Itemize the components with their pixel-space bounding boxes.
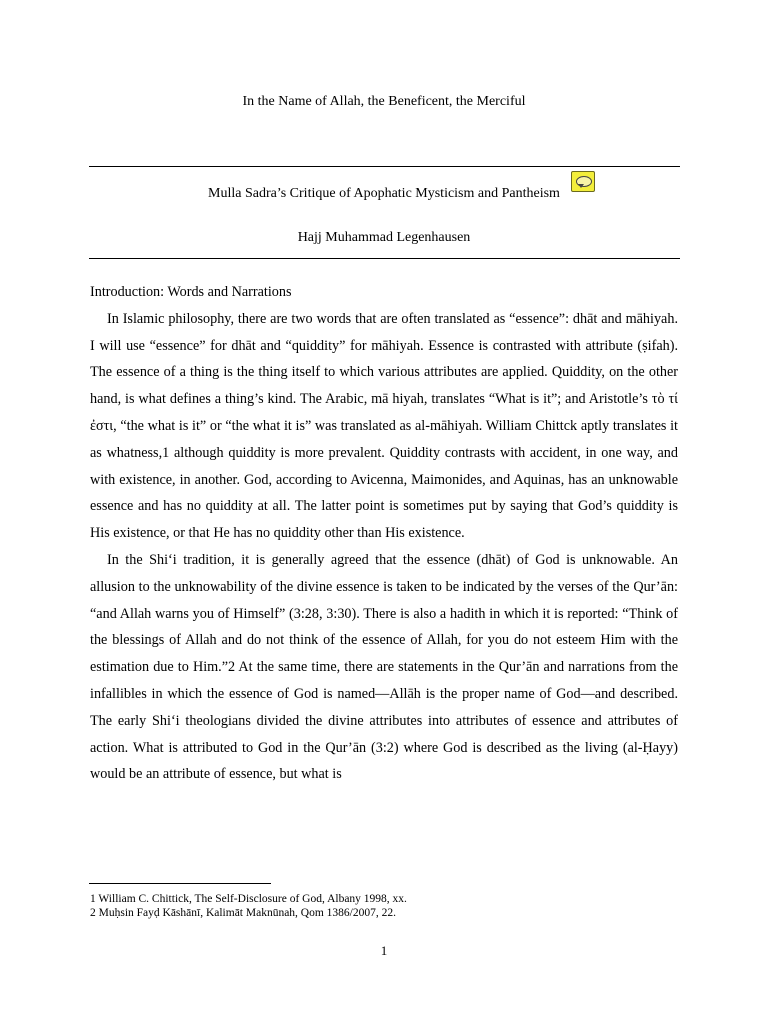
top-rule	[89, 166, 680, 167]
comment-icon[interactable]	[571, 171, 595, 192]
bottom-rule	[89, 258, 680, 259]
paragraph: In Islamic philosophy, there are two words that are often translated as “essence”: dhāt and māhiyah. I will use “essence” for dhāt and “quiddity” for māhiyah. Essence is contrasted with attribute (ṣifah). The essence of a thing is the thing itself to which various attributes are applied. Quiddity, on the other hand, is what defines a thing’s kind. The Arabic, mā hiyah, translates “What is it”; and Aristotle’s τὸ τί ἐστι, “the what is it” or “the what it is” was translated as al-māhiyah. William Chittck aptly translates it as whatness,1 although quiddity is more prevalent. Quiddity contrasts with accident, in one way, and with existence, in another. God, according to Avicenna, Maimonides, and Aquinas, has an unknowable essence and has no quiddity at all. The latter point is sometimes put by saying that God’s quiddity is His existence, or that He has no quiddity other than His existence.	[90, 310, 678, 542]
page-number: 1	[380, 943, 388, 958]
invocation: In the Name of Allah, the Beneficent, the Merciful	[242, 94, 526, 109]
document-title: Mulla Sadra’s Critique of Apophatic Mysticism and Pantheism	[208, 186, 560, 201]
footnotes	[90, 892, 650, 920]
author: Hajj Muhammad Legenhausen	[297, 230, 471, 245]
section-heading: Introduction: Words and Narrations	[90, 284, 292, 300]
footnote-rule	[89, 883, 271, 884]
body-text	[90, 279, 678, 788]
footnote: 2 Muḥsin Fayḍ Kāshānī, Kalimāt Maknūnah, Qom 1386/2007, 22.	[90, 907, 397, 919]
footnote: 1 William C. Chittick, The Self-Disclosure of God, Albany 1998, xx.	[90, 893, 407, 905]
paragraph: In the Shi‘i tradition, it is generally agreed that the essence (dhāt) of God is unknowable. An allusion to the unknowability of the divine essence is taken to be indicated by the verses of the Qur’ān: “and Allah warns you of Himself” (3:28, 3:30). There is also a hadith in which it is reported: “Think of the blessings of Allah and do not think of the essence of Allah, for you do not esteem Him with the estimation due to Him.”2 At the same time, there are statements in the Qur’ān and narrations from the infallibles in which the essence of God is named—Allāh is the proper name of God—and described. The early Shi‘i theologians divided the divine attributes into attributes of essence and attributes of action. What is attributed to God in the Qur’ān (3:2) where God is described as the living (al-Ḥayy) would be an attribute of essence, but what is	[90, 551, 678, 783]
